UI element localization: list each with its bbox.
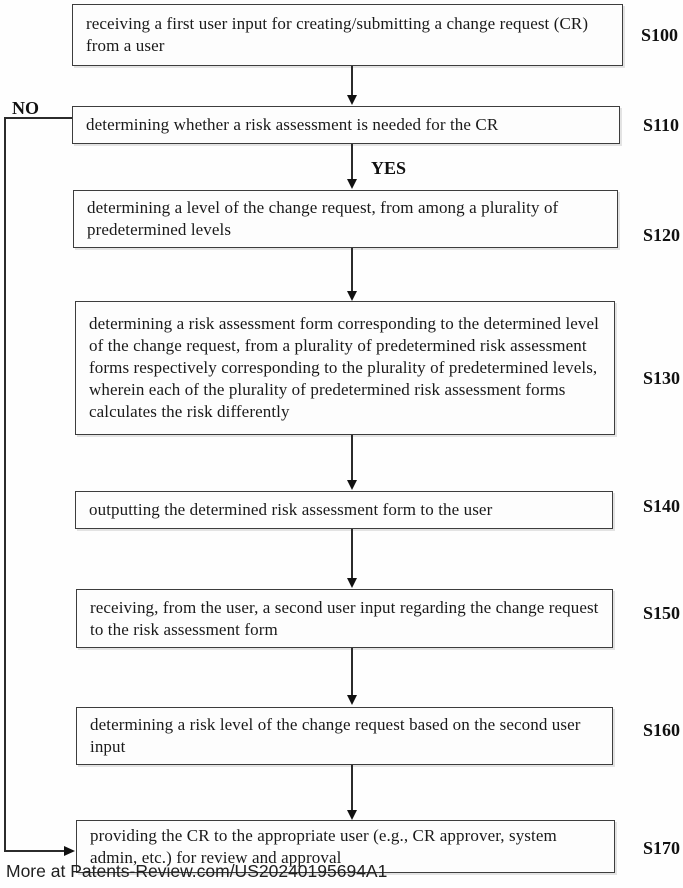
flow-step-s160-text: determining a risk level of the change request based on the second user input: [90, 715, 581, 756]
arrow-s140-s150-head-icon: [347, 578, 357, 588]
arrow-s160-s170-line: [351, 765, 353, 811]
step-id-label-s130: S130: [643, 368, 681, 388]
arrow-s120-s130-line: [351, 248, 353, 292]
no-loop-arrow-head-icon: [64, 846, 75, 856]
arrow-s130-s140-head-icon: [347, 480, 357, 490]
arrow-s140-s150-line: [351, 529, 353, 579]
arrow-s160-s170-head-icon: [347, 810, 357, 820]
flow-step-s100-text: receiving a first user input for creating/submitting a change request (CR) from a user: [86, 14, 589, 55]
flow-step-s130: [75, 301, 615, 435]
flow-step-s110-text: determining whether a risk assessment is needed for the CR: [86, 115, 499, 134]
arrow-s130-s140-line: [351, 435, 353, 481]
flow-step-s100: [72, 4, 623, 66]
arrow-s100-s110-head-icon: [347, 95, 357, 105]
no-loop-vertical-segment: [4, 117, 6, 852]
step-id-label-s150: S150: [643, 603, 681, 623]
flow-step-s140-text: outputting the determined risk assessment form to the user: [89, 500, 493, 519]
flow-step-s120-text: determining a level of the change request, from among a plurality of predetermined levels: [87, 198, 559, 239]
flow-step-s110: [72, 106, 620, 144]
step-id-label-s100: S100: [641, 25, 679, 45]
step-id-label-s110: S110: [643, 115, 680, 135]
flow-step-s150: [76, 589, 613, 648]
flow-step-s160: [76, 707, 613, 765]
flow-step-s170-text: providing the CR to the appropriate user (e.g., CR approver, system admin, etc.) for review and approval: [90, 825, 557, 867]
arrow-s150-s160-line: [351, 648, 353, 696]
flow-step-s140: [75, 491, 613, 529]
arrow-s150-s160-head-icon: [347, 695, 357, 705]
step-id-label-s170: S170: [643, 838, 681, 858]
arrow-s120-s130-head-icon: [347, 291, 357, 301]
flow-step-s120: [73, 190, 618, 248]
arrow-s100-s110-line: [351, 66, 353, 96]
no-loop-bottom-segment: [4, 850, 66, 852]
branch-label-no: NO: [12, 98, 39, 118]
flow-step-s150-text: receiving, from the user, a second user input regarding the change request to the risk assessment form: [90, 597, 599, 639]
branch-label-yes: YES: [371, 158, 407, 178]
step-id-label-s160: S160: [643, 720, 681, 740]
arrow-s110-s120-line: [351, 144, 353, 180]
step-id-label-s120: S120: [643, 225, 681, 245]
watermark-text: More at Patents-Review.com/US20240195694A1: [6, 861, 388, 881]
arrow-s110-s120-head-icon: [347, 179, 357, 189]
flow-step-s130-text: determining a risk assessment form corresponding to the determined level of the change request, from a plurality of predetermined risk assessment forms respectively corresponding to the plurality of predetermined levels, wherein each of the plurality of predetermined risk assessment forms calculates the risk differently: [89, 314, 599, 421]
step-id-label-s140: S140: [643, 496, 681, 516]
